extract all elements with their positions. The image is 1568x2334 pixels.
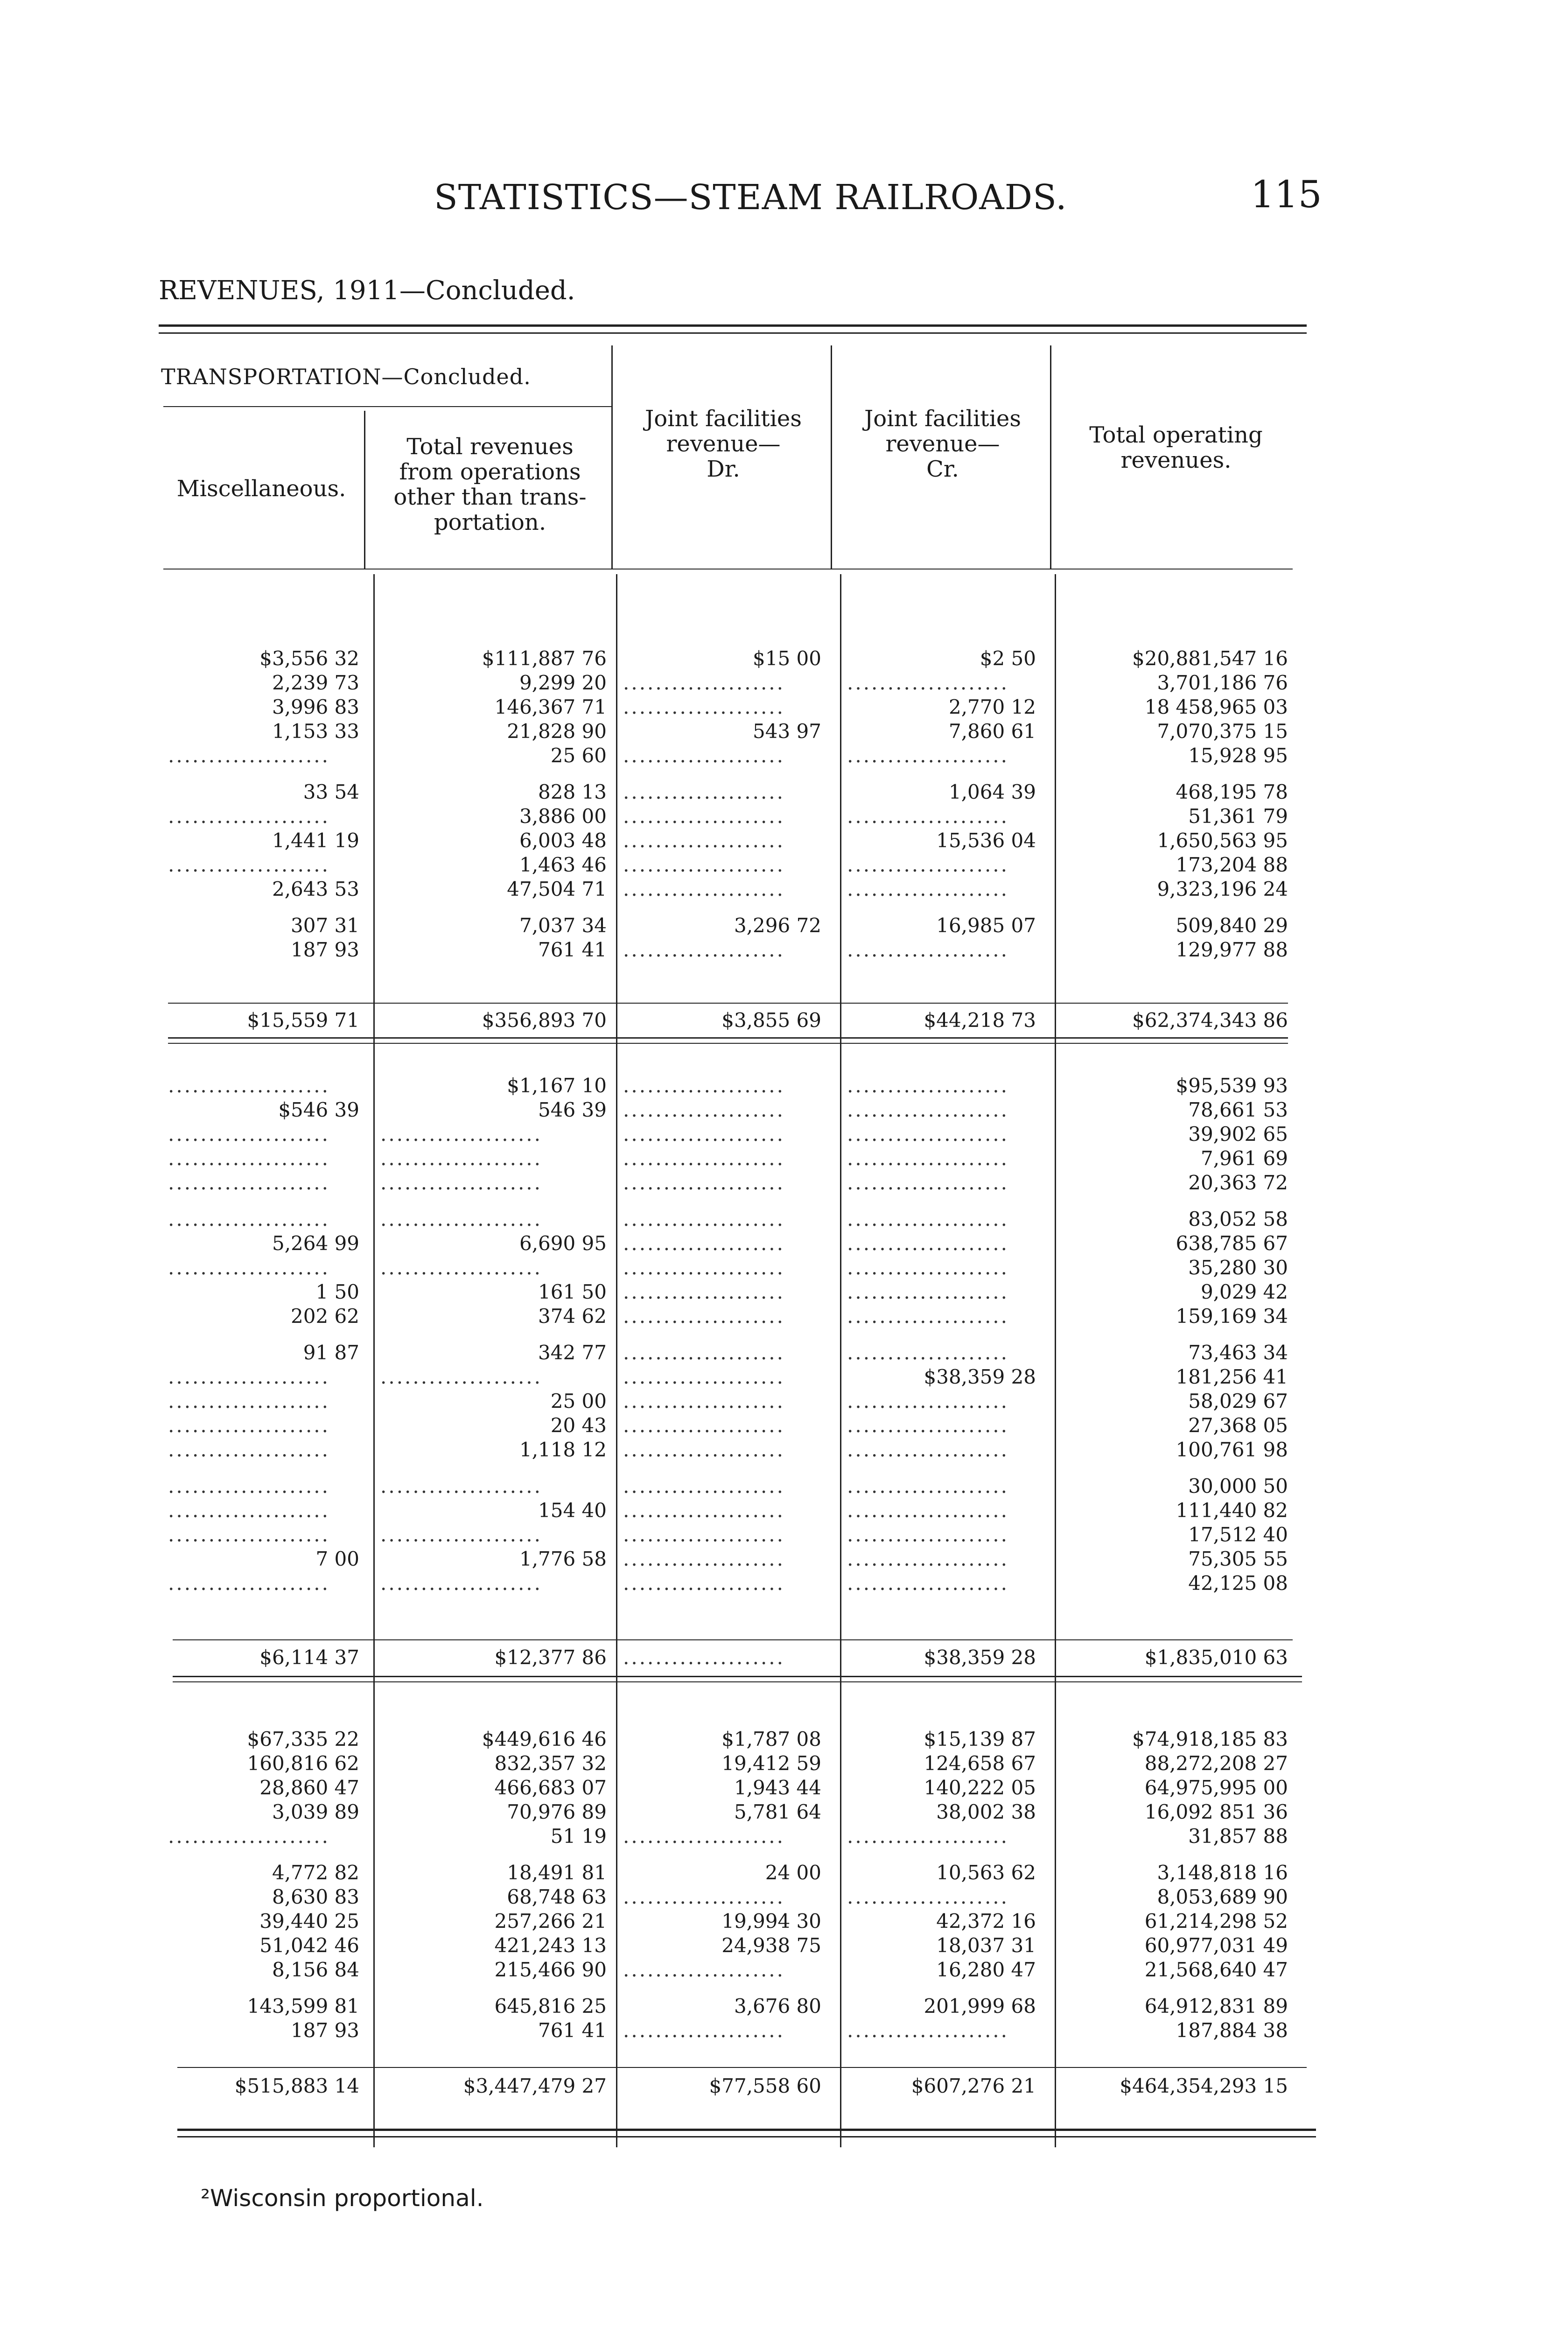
cell-total-operating: 8,053,689 90 [1157,1885,1288,1908]
bottom-rule [177,2129,1316,2131]
cell-total-operating: 73,463 34 [1188,1341,1288,1364]
cell-total-operating: 638,785 67 [1176,1232,1288,1255]
leader-dots: .................... [168,853,330,876]
cell-total-operating: 7,961 69 [1200,1147,1288,1170]
cell-miscellaneous: 1,441 19 [272,829,359,852]
cell-other-revenues: 1,118 12 [519,1438,607,1461]
leader-dots: .................... [623,1208,785,1230]
col-sep-header-1 [364,411,365,569]
cell-total-operating: 58,029 67 [1188,1390,1288,1413]
top-rule-thin [159,332,1307,334]
cell-miscellaneous: 160,816 62 [247,1752,359,1775]
leader-dots: .................... [168,1074,330,1097]
leader-dots: .................... [623,1074,785,1097]
cell-other-revenues: 1,463 46 [519,853,607,876]
cell-joint-cr: 16,985 07 [936,914,1036,937]
cell-other-revenues: 828 13 [538,780,607,803]
total-joint-dr: $77,558 60 [709,2074,821,2097]
group-heading-rule [163,406,611,407]
cell-miscellaneous: 3,039 89 [272,1800,359,1823]
section2-total-rule-bottom [173,1676,1302,1677]
leader-dots: .................... [623,1365,785,1388]
leader-dots: .................... [847,1825,1009,1848]
leader-dots: .................... [847,1098,1009,1121]
leader-dots: .................... [847,1438,1009,1461]
leader-dots: .................... [847,1390,1009,1413]
leader-dots: .................... [847,1341,1009,1364]
leader-dots: .................... [847,671,1009,694]
leader-dots: .................... [847,1123,1009,1146]
section2-total-rule-top [173,1639,1293,1640]
cell-total-operating: 75,305 55 [1188,1547,1288,1570]
leader-dots: .................... [847,1171,1009,1194]
leader-dots: .................... [623,805,785,828]
cell-total-operating: 35,280 30 [1188,1256,1288,1279]
leader-dots: .................... [623,1305,785,1328]
col-header-total-other-than-transportation: Total revenues from operations other than trans- portation. [393,434,587,535]
total-total-operating: $464,354,293 15 [1120,2074,1288,2097]
section1-total-rule-bottom-2 [168,1043,1288,1044]
leader-dots: .................... [847,1414,1009,1437]
cell-other-revenues: 25 00 [550,1390,607,1413]
cell-miscellaneous: 8,156 84 [272,1958,359,1981]
leader-dots: .................... [623,1390,785,1413]
leader-dots: .................... [623,878,785,900]
col-sep-body-1 [373,574,375,2147]
col-sep-body-4 [1055,574,1056,2147]
cell-other-revenues: 47,504 71 [507,878,607,900]
leader-dots: .................... [168,1523,330,1546]
cell-other-revenues: 21,828 90 [507,720,607,743]
leader-dots: .................... [168,1147,330,1170]
cell-other-revenues: $449,616 46 [482,1728,607,1750]
section2-total-rule-bottom-2 [173,1681,1302,1682]
leader-dots: .................... [847,878,1009,900]
cell-joint-cr: 10,563 62 [936,1861,1036,1884]
section1-total-rule-bottom [168,1037,1288,1039]
leader-dots: .................... [847,1885,1009,1908]
leader-dots: .................... [168,1208,330,1230]
leader-dots: .................... [380,1123,543,1146]
cell-miscellaneous: 187 93 [291,938,359,961]
leader-dots: .................... [380,1208,543,1230]
cell-joint-cr: $15,139 87 [924,1728,1036,1750]
leader-dots: .................... [847,938,1009,961]
cell-other-revenues: 761 41 [538,2019,607,2042]
leader-dots: .................... [847,744,1009,767]
leader-dots: .................... [380,1256,543,1279]
col-header-total-operating-revenues: Total operating revenues. [1089,422,1263,473]
cell-other-revenues: 20 43 [550,1414,607,1437]
cell-joint-cr: 42,372 16 [936,1910,1036,1933]
top-rule [159,324,1307,327]
cell-total-operating: 16,092 851 36 [1144,1800,1288,1823]
cell-total-operating: 181,256 41 [1176,1365,1288,1388]
leader-dots: .................... [847,1208,1009,1230]
bottom-rule-thin [177,2136,1316,2137]
leader-dots: .................... [623,1171,785,1194]
cell-joint-dr: 19,994 30 [721,1910,821,1933]
cell-joint-dr: 24,938 75 [721,1934,821,1957]
cell-miscellaneous: 91 87 [303,1341,359,1364]
leader-dots: .................... [168,1475,330,1497]
cell-other-revenues: 154 40 [538,1499,607,1522]
leader-dots: .................... [168,1123,330,1146]
total-joint-dr: $3,855 69 [721,1009,821,1032]
leader-dots: .................... [847,2019,1009,2042]
leader-dots: .................... [847,853,1009,876]
cell-other-revenues: 3,886 00 [519,805,607,828]
cell-other-revenues: 18,491 81 [507,1861,607,1884]
cell-total-operating: 159,169 34 [1176,1305,1288,1328]
cell-joint-cr: 2,770 12 [948,696,1036,718]
cell-other-revenues: 25 60 [550,744,607,767]
cell-miscellaneous: 8,630 83 [272,1885,359,1908]
cell-miscellaneous: $546 39 [278,1098,359,1121]
leader-dots: .................... [623,1523,785,1546]
cell-miscellaneous: 39,440 25 [259,1910,359,1933]
cell-other-revenues: 6,003 48 [519,829,607,852]
leader-dots: .................... [847,1232,1009,1255]
cell-total-operating: 187,884 38 [1176,2019,1288,2042]
cell-total-operating: 83,052 58 [1188,1208,1288,1230]
total-miscellaneous: $515,883 14 [234,2074,359,2097]
cell-miscellaneous: 51,042 46 [259,1934,359,1957]
cell-joint-cr: $38,359 28 [924,1365,1036,1388]
leader-dots: .................... [847,1147,1009,1170]
cell-total-operating: 21,568,640 47 [1144,1958,1288,1981]
col-sep-body-3 [840,574,841,2147]
cell-total-operating: 7,070,375 15 [1157,720,1288,743]
cell-other-revenues: 832,357 32 [494,1752,607,1775]
cell-total-operating: 60,977,031 49 [1144,1934,1288,1957]
col-sep-header-3 [831,345,832,569]
cell-other-revenues: 374 62 [538,1305,607,1328]
cell-other-revenues: 645,816 25 [494,1995,607,2018]
cell-joint-cr: 16,280 47 [936,1958,1036,1981]
cell-other-revenues: 342 77 [538,1341,607,1364]
leader-dots: .................... [168,1414,330,1437]
col-sep-header-4 [1050,345,1051,569]
total-other-revenues: $356,893 70 [482,1009,607,1032]
col-header-joint-facilities-dr: Joint facilities revenue— Dr. [645,406,802,482]
cell-total-operating: 468,195 78 [1176,780,1288,803]
cell-total-operating: 42,125 08 [1188,1572,1288,1595]
cell-joint-cr: 7,860 61 [948,720,1036,743]
cell-total-operating: 509,840 29 [1176,914,1288,937]
leader-dots: .................... [168,1572,330,1595]
leader-dots: .................... [847,1523,1009,1546]
leader-dots: .................... [623,1147,785,1170]
cell-joint-cr: 1,064 39 [948,780,1036,803]
cell-other-revenues: 546 39 [538,1098,607,1121]
cell-total-operating: 3,701,186 76 [1157,671,1288,694]
col-header-miscellaneous: Miscellaneous. [176,476,346,502]
cell-other-revenues: 146,367 71 [494,696,607,718]
leader-dots: .................... [623,1098,785,1121]
cell-miscellaneous: 33 54 [303,780,359,803]
cell-miscellaneous: 202 62 [291,1305,359,1328]
group-heading: TRANSPORTATION—Concluded. [161,364,531,389]
cell-joint-cr: 38,002 38 [936,1800,1036,1823]
cell-joint-dr: $15 00 [753,647,821,670]
cell-other-revenues: 257,266 21 [494,1910,607,1933]
cell-other-revenues: 70,976 89 [507,1800,607,1823]
leader-dots: .................... [623,1885,785,1908]
cell-total-operating: 18 458,965 03 [1144,696,1288,718]
cell-joint-cr: 124,658 67 [924,1752,1036,1775]
leader-dots: .................... [168,1438,330,1461]
cell-miscellaneous: 4,772 82 [272,1861,359,1884]
leader-dots: .................... [168,1825,330,1848]
leader-dots: .................... [380,1365,543,1388]
cell-joint-cr: 15,536 04 [936,829,1036,852]
cell-total-operating: 61,214,298 52 [1144,1910,1288,1933]
col-sep-body-2 [616,574,617,2147]
total-other-revenues: $12,377 86 [494,1646,607,1669]
leader-dots: .................... [380,1572,543,1595]
leader-dots: .................... [623,780,785,803]
leader-dots: .................... [623,1646,785,1669]
cell-joint-dr: 24 00 [765,1861,821,1884]
leader-dots: .................... [623,1499,785,1522]
cell-joint-dr: 3,296 72 [734,914,821,937]
cell-joint-cr: 140,222 05 [924,1776,1036,1799]
cell-miscellaneous: 1,153 33 [272,720,359,743]
cell-other-revenues: 161 50 [538,1280,607,1303]
cell-total-operating: $74,918,185 83 [1132,1728,1288,1750]
cell-miscellaneous: $3,556 32 [259,647,359,670]
cell-total-operating: 9,029 42 [1200,1280,1288,1303]
cell-joint-dr: 19,412 59 [721,1752,821,1775]
leader-dots: .................... [623,829,785,852]
cell-total-operating: 39,902 65 [1188,1123,1288,1146]
leader-dots: .................... [168,805,330,828]
cell-total-operating: $95,539 93 [1176,1074,1288,1097]
leader-dots: .................... [847,1305,1009,1328]
cell-total-operating: 78,661 53 [1188,1098,1288,1121]
leader-dots: .................... [623,1341,785,1364]
cell-other-revenues: $111,887 76 [482,647,607,670]
page-number: 115 [1251,173,1322,216]
cell-other-revenues: 761 41 [538,938,607,961]
cell-total-operating: 64,975,995 00 [1144,1776,1288,1799]
leader-dots: .................... [847,1256,1009,1279]
leader-dots: .................... [380,1523,543,1546]
cell-total-operating: 27,368 05 [1188,1414,1288,1437]
cell-other-revenues: 7,037 34 [519,914,607,937]
leader-dots: .................... [623,671,785,694]
leader-dots: .................... [847,1572,1009,1595]
leader-dots: .................... [623,1958,785,1981]
leader-dots: .................... [623,744,785,767]
cell-miscellaneous: 1 50 [315,1280,359,1303]
cell-joint-dr: 3,676 80 [734,1995,821,2018]
leader-dots: .................... [847,1547,1009,1570]
total-other-revenues: $3,447,479 27 [463,2074,607,2097]
cell-total-operating: 9,323,196 24 [1157,878,1288,900]
leader-dots: .................... [623,1572,785,1595]
leader-dots: .................... [623,1825,785,1848]
cell-total-operating: 30,000 50 [1188,1475,1288,1497]
cell-total-operating: 17,512 40 [1188,1523,1288,1546]
leader-dots: .................... [168,1390,330,1413]
cell-other-revenues: 9,299 20 [519,671,607,694]
section3-total-rule-top [177,2067,1307,2068]
cell-joint-dr: $1,787 08 [721,1728,821,1750]
cell-joint-dr: 1,943 44 [734,1776,821,1799]
leader-dots: .................... [168,1365,330,1388]
cell-total-operating: 173,204 88 [1176,853,1288,876]
total-miscellaneous: $15,559 71 [247,1009,359,1032]
cell-total-operating: 20,363 72 [1188,1171,1288,1194]
cell-other-revenues: 1,776 58 [519,1547,607,1570]
total-miscellaneous: $6,114 37 [259,1646,359,1669]
col-sep-header-2 [611,345,613,569]
cell-total-operating: 111,440 82 [1176,1499,1288,1522]
cell-miscellaneous: 143,599 81 [247,1995,359,2018]
leader-dots: .................... [623,1547,785,1570]
cell-miscellaneous: 187 93 [291,2019,359,2042]
leader-dots: .................... [623,1232,785,1255]
leader-dots: .................... [623,1280,785,1303]
cell-other-revenues: 68,748 63 [507,1885,607,1908]
cell-other-revenues: 6,690 95 [519,1232,607,1255]
total-total-operating: $1,835,010 63 [1144,1646,1288,1669]
cell-joint-cr: $2 50 [980,647,1036,670]
leader-dots: .................... [380,1475,543,1497]
section1-total-rule-top [168,1003,1288,1004]
leader-dots: .................... [847,1475,1009,1497]
total-total-operating: $62,374,343 86 [1132,1009,1288,1032]
leader-dots: .................... [380,1147,543,1170]
leader-dots: .................... [623,1256,785,1279]
leader-dots: .................... [623,2019,785,2042]
leader-dots: .................... [623,938,785,961]
cell-total-operating: 31,857 88 [1188,1825,1288,1848]
cell-miscellaneous: 2,643 53 [272,878,359,900]
leader-dots: .................... [623,1475,785,1497]
cell-joint-cr: 18,037 31 [936,1934,1036,1957]
cell-joint-cr: 201,999 68 [924,1995,1036,2018]
leader-dots: .................... [623,1414,785,1437]
cell-total-operating: $20,881,547 16 [1132,647,1288,670]
cell-other-revenues: 421,243 13 [494,1934,607,1957]
cell-other-revenues: $1,167 10 [507,1074,607,1097]
cell-total-operating: 129,977 88 [1176,938,1288,961]
cell-miscellaneous: 307 31 [291,914,359,937]
leader-dots: .................... [168,1171,330,1194]
total-joint-cr: $607,276 21 [911,2074,1036,2097]
cell-other-revenues: 466,683 07 [494,1776,607,1799]
total-joint-cr: $38,359 28 [924,1646,1036,1669]
cell-total-operating: 1,650,563 95 [1157,829,1288,852]
leader-dots: .................... [168,1256,330,1279]
cell-other-revenues: 215,466 90 [494,1958,607,1981]
leader-dots: .................... [380,1171,543,1194]
leader-dots: .................... [168,744,330,767]
footnote: ²Wisconsin proportional. [201,2185,484,2212]
leader-dots: .................... [847,1074,1009,1097]
leader-dots: .................... [623,1123,785,1146]
cell-joint-dr: 5,781 64 [734,1800,821,1823]
col-header-joint-facilities-cr: Joint facilities revenue— Cr. [864,406,1021,482]
cell-miscellaneous: 2,239 73 [272,671,359,694]
cell-total-operating: 100,761 98 [1176,1438,1288,1461]
leader-dots: .................... [168,1499,330,1522]
leader-dots: .................... [623,1438,785,1461]
cell-joint-dr: 543 97 [753,720,821,743]
cell-total-operating: 88,272,208 27 [1144,1752,1288,1775]
cell-total-operating: 15,928 95 [1188,744,1288,767]
leader-dots: .................... [623,853,785,876]
leader-dots: .................... [847,805,1009,828]
table-subtitle: REVENUES, 1911—Concluded. [159,275,575,306]
cell-other-revenues: 51 19 [550,1825,607,1848]
cell-miscellaneous: 5,264 99 [272,1232,359,1255]
cell-total-operating: 64,912,831 89 [1144,1995,1288,2018]
leader-dots: .................... [847,1280,1009,1303]
cell-miscellaneous: 7 00 [315,1547,359,1570]
cell-miscellaneous: 28,860 47 [259,1776,359,1799]
leader-dots: .................... [847,1499,1009,1522]
total-joint-cr: $44,218 73 [924,1009,1036,1032]
cell-miscellaneous: 3,996 83 [272,696,359,718]
cell-miscellaneous: $67,335 22 [247,1728,359,1750]
cell-total-operating: 51,361 79 [1188,805,1288,828]
cell-total-operating: 3,148,818 16 [1157,1861,1288,1884]
leader-dots: .................... [623,696,785,718]
running-header-title: STATISTICS—STEAM RAILROADS. [434,177,1067,218]
